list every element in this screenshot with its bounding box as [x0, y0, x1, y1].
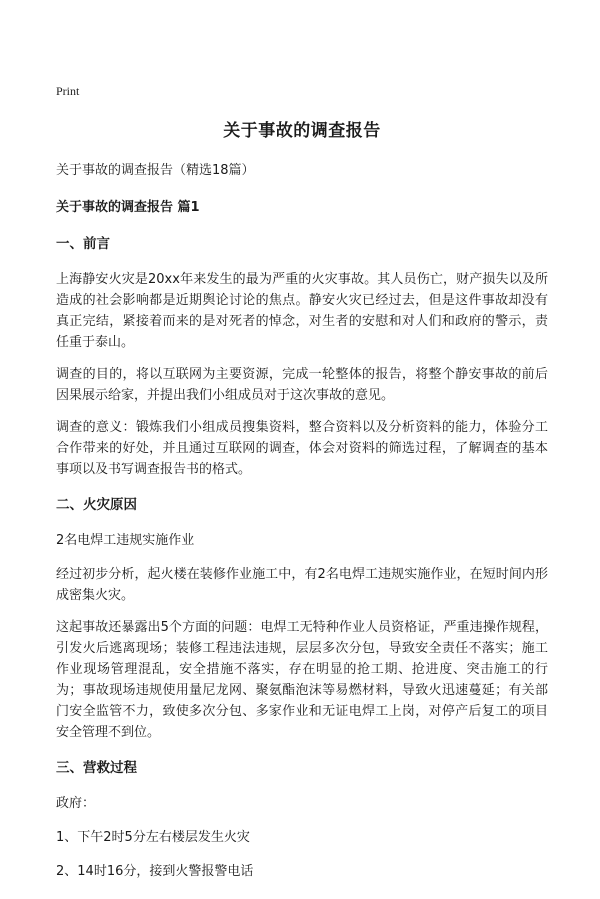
section-heading-rescue: 三、营救过程: [56, 760, 137, 776]
paragraph: 1、下午2时5分左右楼层发生火灾: [56, 830, 250, 845]
chapter-heading: 关于事故的调查报告 篇1: [56, 200, 200, 215]
paragraph: 调查的目的，将以互联网为主要资源，完成一轮整体的报告，将整个静安事故的前后因果展示给家，并提出我们小组成员对于这次事故的意见。: [56, 367, 548, 403]
section-heading-preface: 一、前言: [56, 236, 110, 252]
paragraph: 经过初步分析，起火楼在装修作业施工中，有2名电焊工违规实施作业，在短时间内形成密集火灾。: [56, 567, 548, 603]
document-subtitle: 关于事故的调查报告（精选18篇）: [56, 163, 255, 178]
paragraph: 2名电焊工违规实施作业: [56, 533, 195, 548]
paragraph: 上海静安火灾是20xx年来发生的最为严重的火灾事故。其人员伤亡，财产损失以及所造成的社会影响都是近期舆论讨论的焦点。静安火灾已经过去，但是这件事故却没有真正完结，紧接着而来的是对死者的悼念，对生者的安慰和对人们和政府的警示，责任重于泰山。: [56, 272, 548, 350]
print-label[interactable]: Print: [56, 84, 80, 98]
paragraph: 调查的意义：锻炼我们小组成员搜集资料，整合资料以及分析资料的能力，体验分工合作带来的好处，并且通过互联网的调查，体会对资料的筛选过程，了解调查的基本事项以及书写调查报告书的格式。: [56, 420, 548, 477]
document-body: [56, 110, 548, 893]
paragraph: 2、14时16分，接到火警报警电话: [56, 864, 254, 879]
section-heading-cause: 二、火灾原因: [56, 497, 137, 513]
paragraph: 这起事故还暴露出5个方面的问题：电焊工无特种作业人员资格证，严重违操作规程，引发火后逃离现场；装修工程违法违规，层层多次分包，导致安全责任不落实；施工作业现场管理混乱，安全措施不落实，存在明显的抢工期、抢进度、突击施工的行为；事故现场违规使用量尼龙网、聚氨酯泡沫等易燃材料，导致火迅速蔓延；有关部门安全监管不力，致使多次分包、多家作业和无证电焊工上岗，对停产后复工的项目安全管理不到位。: [56, 620, 548, 740]
page-title: 关于事故的调查报告: [223, 121, 381, 141]
paragraph: 政府：: [56, 796, 96, 811]
